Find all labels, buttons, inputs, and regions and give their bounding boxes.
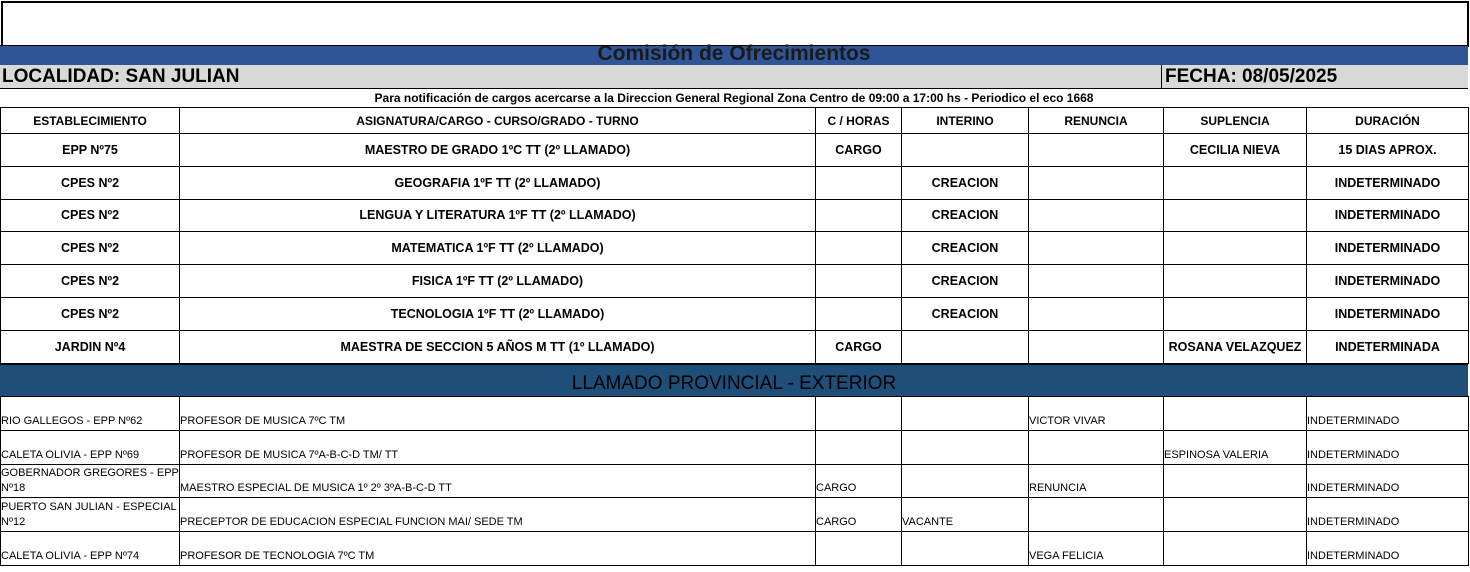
table-cell xyxy=(1029,297,1164,330)
table-cell: MAESTRA DE SECCION 5 AÑOS M TT (1º LLAMADO) xyxy=(180,330,816,363)
table-cell: CREACION xyxy=(902,297,1029,330)
table-cell xyxy=(1164,199,1307,232)
table-cell: CPES Nº2 xyxy=(1,199,180,232)
exterior-cell: CARGO xyxy=(816,498,902,532)
exterior-cell: CARGO xyxy=(816,464,902,498)
table-cell: CARGO xyxy=(816,330,902,363)
exterior-cell: INDETERMINADO xyxy=(1307,532,1469,566)
table-row xyxy=(1,199,1469,232)
table-cell: TECNOLOGIA 1ºF TT (2º LLAMADO) xyxy=(180,297,816,330)
date-label: FECHA: 08/05/2025 xyxy=(1161,65,1337,88)
exterior-cell: INDETERMINADO xyxy=(1307,430,1469,464)
locality-label: LOCALIDAD: SAN JULIAN xyxy=(2,66,240,87)
column-header: INTERINO xyxy=(902,108,1029,134)
table-cell: INDETERMINADO xyxy=(1307,166,1469,199)
exterior-cell xyxy=(1164,397,1307,431)
exterior-cell: MAESTRO ESPECIAL DE MUSICA 1º 2º 3ºA-B-C-D TT xyxy=(180,464,816,498)
table-row xyxy=(1,330,1469,363)
page-title: Comisión de Ofrecimientos xyxy=(597,42,871,65)
exterior-cell: INDETERMINADO xyxy=(1307,464,1469,498)
exterior-row xyxy=(1,464,1469,498)
table-cell xyxy=(1029,199,1164,232)
exterior-cell: PUERTO SAN JULIAN - ESPECIAL Nº12 xyxy=(1,498,180,532)
exterior-cell: RIO GALLEGOS - EPP Nº62 xyxy=(1,397,180,431)
exterior-cell: INDETERMINADO xyxy=(1307,397,1469,431)
table-cell: EPP Nº75 xyxy=(1,134,180,167)
column-header: SUPLENCIA xyxy=(1164,108,1307,134)
notice-text: Para notificación de cargos acercarse a la Direccion General Regional Zona Centro de 09:00 a 17:00 hs - Periodico el eco 1668 xyxy=(0,89,1468,108)
exterior-row xyxy=(1,532,1469,566)
table-cell: MATEMATICA 1ºF TT (2º LLAMADO) xyxy=(180,232,816,265)
offers-table xyxy=(0,107,1469,364)
table-cell: INDETERMINADO xyxy=(1307,199,1469,232)
section-title: LLAMADO PROVINCIAL - EXTERIOR xyxy=(571,373,897,394)
table-row xyxy=(1,297,1469,330)
exterior-cell xyxy=(816,430,902,464)
exterior-cell: PROFESOR DE MUSICA 7ºC TM xyxy=(180,397,816,431)
table-cell xyxy=(902,134,1029,167)
table-cell xyxy=(1029,134,1164,167)
table-cell xyxy=(816,297,902,330)
exterior-cell xyxy=(902,532,1029,566)
table-row xyxy=(1,265,1469,298)
table-cell xyxy=(816,199,902,232)
table-cell xyxy=(816,232,902,265)
table-cell: CREACION xyxy=(902,232,1029,265)
table-cell xyxy=(902,330,1029,363)
column-header: RENUNCIA xyxy=(1029,108,1164,134)
column-header: DURACIÓN xyxy=(1307,108,1469,134)
column-header: ESTABLECIMIENTO xyxy=(1,108,180,134)
table-header-row xyxy=(1,108,1469,134)
table-cell: 15 DIAS APROX. xyxy=(1307,134,1469,167)
table-cell: LENGUA Y LITERATURA 1ºF TT (2º LLAMADO) xyxy=(180,199,816,232)
table-cell: INDETERMINADA xyxy=(1307,330,1469,363)
table-row xyxy=(1,166,1469,199)
exterior-cell xyxy=(1164,532,1307,566)
blank-header-box xyxy=(1,1,1469,47)
table-cell: ROSANA VELAZQUEZ xyxy=(1164,330,1307,363)
table-cell xyxy=(1164,166,1307,199)
table-cell xyxy=(1029,166,1164,199)
column-header: C / HORAS xyxy=(816,108,902,134)
exterior-cell: VEGA FELICIA xyxy=(1029,532,1164,566)
exterior-cell: INDETERMINADO xyxy=(1307,498,1469,532)
exterior-row xyxy=(1,430,1469,464)
table-cell: INDETERMINADO xyxy=(1307,297,1469,330)
exterior-cell xyxy=(816,397,902,431)
table-cell: INDETERMINADO xyxy=(1307,265,1469,298)
exterior-cell: GOBERNADOR GREGORES - EPP Nº18 xyxy=(1,464,180,498)
table-cell: CPES Nº2 xyxy=(1,166,180,199)
table-cell xyxy=(1164,297,1307,330)
exterior-cell: VICTOR VIVAR xyxy=(1029,397,1164,431)
exterior-cell xyxy=(902,464,1029,498)
table-cell xyxy=(1164,265,1307,298)
exterior-cell: ESPINOSA VALERIA xyxy=(1164,430,1307,464)
table-cell: GEOGRAFIA 1ºF TT (2º LLAMADO) xyxy=(180,166,816,199)
table-cell: CARGO xyxy=(816,134,902,167)
table-cell xyxy=(816,166,902,199)
table-cell xyxy=(1164,232,1307,265)
exterior-cell: VACANTE xyxy=(902,498,1029,532)
exterior-cell xyxy=(1029,498,1164,532)
section-band xyxy=(0,364,1468,397)
exterior-table xyxy=(0,396,1469,566)
table-cell xyxy=(1029,330,1164,363)
exterior-cell xyxy=(1164,498,1307,532)
table-cell: MAESTRO DE GRADO 1ºC TT (2º LLAMADO) xyxy=(180,134,816,167)
table-cell: CREACION xyxy=(902,265,1029,298)
table-cell: CPES Nº2 xyxy=(1,232,180,265)
exterior-cell xyxy=(1029,430,1164,464)
exterior-cell: PRECEPTOR DE EDUCACION ESPECIAL FUNCION MAI/ SEDE TM xyxy=(180,498,816,532)
table-cell: JARDIN Nº4 xyxy=(1,330,180,363)
table-cell: CPES Nº2 xyxy=(1,265,180,298)
table-cell xyxy=(1029,232,1164,265)
title-band xyxy=(0,42,1468,66)
exterior-cell xyxy=(1164,464,1307,498)
exterior-cell xyxy=(902,397,1029,431)
exterior-row xyxy=(1,498,1469,532)
table-row xyxy=(1,232,1469,265)
table-cell: CECILIA NIEVA xyxy=(1164,134,1307,167)
table-cell xyxy=(816,265,902,298)
table-cell: INDETERMINADO xyxy=(1307,232,1469,265)
table-cell: CREACION xyxy=(902,166,1029,199)
exterior-cell: PROFESOR DE MUSICA 7ºA-B-C-D TM/ TT xyxy=(180,430,816,464)
exterior-cell xyxy=(902,430,1029,464)
table-row xyxy=(1,134,1469,167)
locality-row xyxy=(0,65,1468,89)
exterior-cell: PROFESOR DE TECNOLOGIA 7ºC TM xyxy=(180,532,816,566)
exterior-cell xyxy=(816,532,902,566)
exterior-cell: CALETA OLIVIA - EPP Nº74 xyxy=(1,532,180,566)
table-cell xyxy=(1029,265,1164,298)
table-cell: FISICA 1ºF TT (2º LLAMADO) xyxy=(180,265,816,298)
table-cell: CPES Nº2 xyxy=(1,297,180,330)
exterior-cell: CALETA OLIVIA - EPP Nº69 xyxy=(1,430,180,464)
exterior-row xyxy=(1,397,1469,431)
column-header: ASIGNATURA/CARGO - CURSO/GRADO - TURNO xyxy=(180,108,816,134)
exterior-cell: RENUNCIA xyxy=(1029,464,1164,498)
table-cell: CREACION xyxy=(902,199,1029,232)
